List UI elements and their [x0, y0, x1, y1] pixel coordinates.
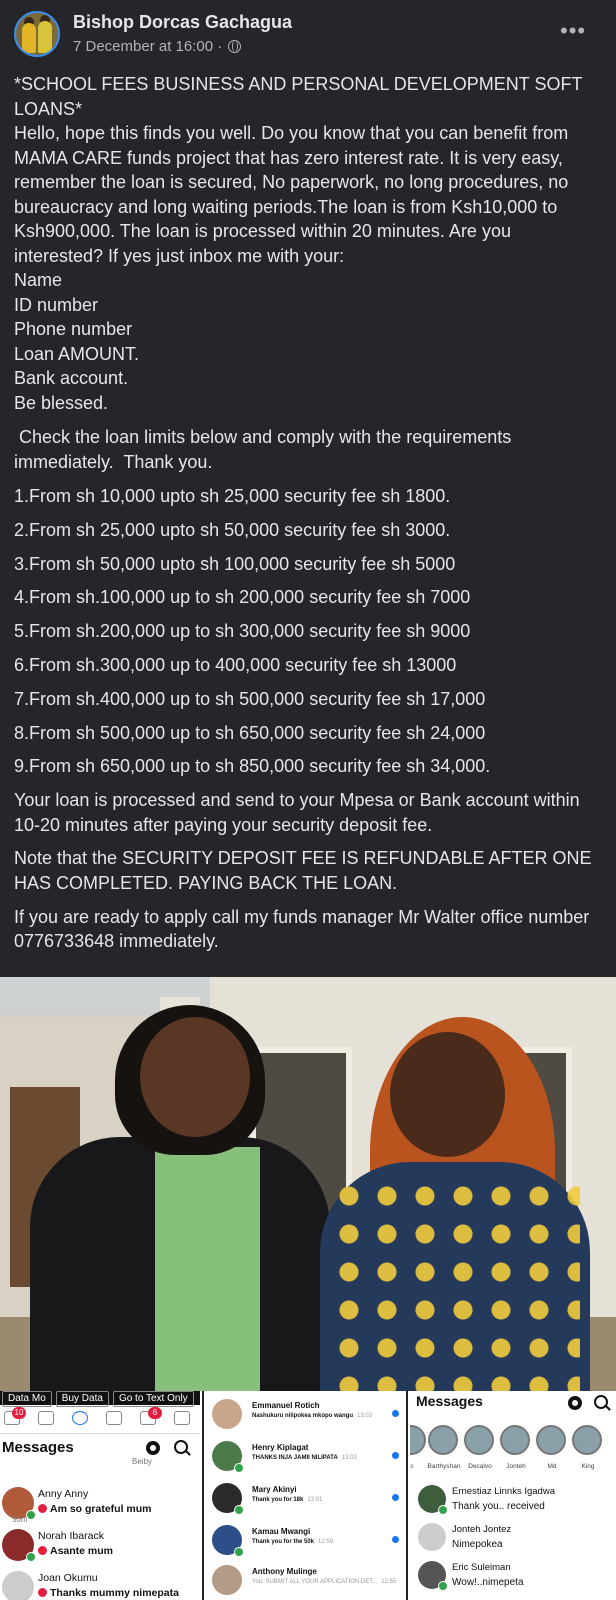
avatar [212, 1399, 242, 1429]
limit-item: 3.From sh 50,000 upto sh 100,000 security fee sh 5000 [14, 553, 456, 574]
chat-name: Norah Ibarack [38, 1530, 104, 1542]
online-indicator [234, 1547, 244, 1557]
closing-paragraph: Note that the SECURITY DEPOSIT FEE IS REFUNDABLE AFTER ONE HAS COMPLETED. PAYING BACK THE LOAN. [14, 848, 592, 893]
post-line: *SCHOOL FEES BUSINESS AND PERSONAL DEVELOPMENT SOFT LOANS* [14, 74, 583, 119]
post-timestamp[interactable] [73, 38, 241, 55]
gear-icon [568, 1396, 582, 1410]
post-line: Name [14, 270, 63, 290]
unread-dot [392, 1410, 399, 1417]
chat-row [212, 1561, 402, 1599]
facebook-nav-row [0, 1405, 200, 1434]
notification-badge: 10 [12, 1407, 26, 1419]
chat-time: 13:02 [341, 1455, 357, 1461]
chat-row [414, 1559, 614, 1597]
story-name: King [581, 1463, 595, 1470]
chat-name: Ernestiaz Linnks Igadwa [452, 1486, 555, 1497]
chat-row [0, 1527, 200, 1567]
limit-item: 5.From sh.200,000 up to sh 300,000 security fee sh 9000 [14, 621, 471, 642]
chat-message: THANKS INJA JAMII NILIPATA [252, 1455, 338, 1461]
bell-icon [106, 1411, 122, 1425]
friends-icon [38, 1411, 54, 1425]
chat-time: 13:01 [307, 1497, 323, 1503]
online-indicator [234, 1505, 244, 1515]
avatar [2, 1571, 34, 1600]
author-avatar[interactable] [14, 11, 60, 57]
search-icon [594, 1395, 608, 1409]
post-photo[interactable] [0, 977, 616, 1391]
story-label: Beiby [132, 1457, 153, 1466]
online-indicator [438, 1581, 448, 1591]
limit-item: 7.From sh.400,000 up to sh 500,000 security fee sh 17,000 [14, 688, 486, 709]
post-body [14, 72, 604, 963]
messenger-icon [72, 1411, 88, 1425]
browser-tab-strip [0, 1391, 200, 1405]
story-name: Md [547, 1463, 557, 1470]
story-avatar [536, 1425, 566, 1455]
chat-name: Anthony Mulinge [252, 1567, 317, 1576]
unread-badge [38, 1546, 47, 1555]
story-avatar [410, 1425, 426, 1455]
messages-title: Messages [2, 1439, 74, 1456]
limit-item: 1.From sh 10,000 upto sh 25,000 security fee sh 1800. [14, 486, 451, 506]
limit-item: 4.From sh.100,000 up to sh 200,000 security fee sh 7000 [14, 587, 471, 608]
story-avatar [500, 1425, 530, 1455]
chat-time: 12:55 [381, 1579, 397, 1585]
chat-row [414, 1521, 614, 1559]
author-name[interactable]: Bishop Dorcas Gachagua [73, 12, 293, 32]
search-icon [174, 1440, 188, 1454]
online-indicator [438, 1505, 448, 1515]
chat-time: 12:59 [318, 1539, 334, 1545]
chat-row [0, 1485, 200, 1525]
chat-message: Am so grateful mum [50, 1503, 152, 1515]
online-indicator [234, 1463, 244, 1473]
chat-name: Mary Akinyi [252, 1485, 297, 1494]
post-line: Phone number [14, 319, 133, 339]
chat-row [212, 1479, 402, 1517]
tab-label: Data Mo [2, 1391, 52, 1407]
chat-message: Nashukuru nilipokea mkopo wangu [252, 1413, 354, 1419]
messenger-screenshot-left [0, 1391, 200, 1600]
unread-badge [38, 1588, 47, 1597]
post-line: Loan AMOUNT. [14, 343, 140, 364]
chat-name: Jonteh Jontez [452, 1524, 512, 1535]
chat-name: Henry Kiplagat [252, 1443, 309, 1452]
unread-badge [38, 1504, 47, 1513]
post-header [0, 0, 616, 72]
story-name: Barthyshan [427, 1463, 461, 1470]
chat-message: Thank you for the 50k [252, 1539, 315, 1545]
post-line: Be blessed. [14, 392, 109, 413]
story-name: Jonteh [506, 1463, 526, 1470]
chat-name: Eric Suleiman [452, 1562, 511, 1573]
tab-label: Buy Data [56, 1391, 109, 1407]
messages-title: Messages [416, 1393, 483, 1409]
limit-item: 2.From sh 25,000 upto sh 50,000 security fee sh 3000. [14, 519, 451, 540]
post-line: Hello, hope this finds you well. Do you know that you can benefit from MAMA CARE funds project that has zero interest rate. It is very easy, remember the loan is secured, No paperwork, no long procedures, no bureaucracy and long waiting periods.The loan is from Ksh10,000 to Ksh900,000. The loan is processed within 20 minutes. Are you interested? If yes just inbox me with your: [14, 123, 569, 266]
more-options-button[interactable]: ••• [560, 18, 587, 43]
closing-paragraph: Your loan is processed and send to your Mpesa or Bank account within 10-20 minutes after paying your security deposit fee. [14, 790, 580, 835]
chat-message: You: SUBMIT ALL YOUR APPLICATION DET... [252, 1579, 378, 1585]
timestamp-text: 7 December at 16:00 · [73, 38, 223, 55]
post-line: ID number [14, 294, 99, 315]
marketplace-icon [174, 1411, 190, 1425]
story-name: Decalvo [468, 1463, 492, 1470]
chat-name: Kamau Mwangi [252, 1527, 311, 1536]
globe-icon [228, 40, 241, 53]
chat-message: Wow!..nimepeta [452, 1577, 524, 1588]
limit-item: 6.From sh.300,000 up to 400,000 security fee sh 13000 [14, 654, 457, 675]
messenger-screenshot-right [410, 1391, 616, 1600]
chat-time: 13:03 [357, 1413, 373, 1419]
chat-name: Emmanuel Rotich [252, 1401, 320, 1410]
avatar [212, 1565, 242, 1595]
story-avatar [428, 1425, 458, 1455]
tab-label: Go to Text Only [113, 1391, 194, 1407]
unread-dot [392, 1494, 399, 1501]
story-avatar [572, 1425, 602, 1455]
notification-badge: 6 [148, 1407, 162, 1419]
chat-message: Thanks mummy nimepata [50, 1587, 179, 1599]
chat-time: 50m [12, 1515, 28, 1524]
post-line: Bank account. [14, 368, 129, 388]
chat-row [212, 1395, 402, 1433]
chat-message: Thank you.. received [452, 1501, 545, 1512]
unread-dot [392, 1452, 399, 1459]
chat-name: Joan Okumu [38, 1572, 98, 1584]
limit-item: 8.From sh 500,000 up to sh 650,000 security fee sh 24,000 [14, 722, 486, 743]
unread-dot [392, 1536, 399, 1543]
online-indicator [26, 1552, 36, 1562]
story-avatar [464, 1425, 494, 1455]
chat-row [414, 1483, 614, 1521]
chat-row [212, 1437, 402, 1475]
chat-row [0, 1569, 200, 1600]
chat-name: Anny Anny [38, 1488, 89, 1500]
chat-message: Thank you for 18k [252, 1497, 304, 1503]
avatar [418, 1523, 446, 1551]
story-name: c [410, 1463, 414, 1470]
gear-icon [146, 1441, 160, 1455]
chat-row [212, 1521, 402, 1559]
messenger-screenshot-middle [202, 1391, 408, 1600]
chat-screenshots[interactable] [0, 1391, 616, 1600]
closing-paragraph: If you are ready to apply call my funds manager Mr Walter office number 0776733648 immediately. [14, 906, 590, 952]
limit-item: 9.From sh 650,000 up to sh 850,000 security fee sh 34,000. [14, 756, 491, 777]
chat-message: Nimepokea [452, 1539, 503, 1550]
limits-intro: Check the loan limits below and comply with the requirements immediately. Thank you. [14, 427, 517, 472]
chat-message: Asante mum [50, 1545, 114, 1557]
